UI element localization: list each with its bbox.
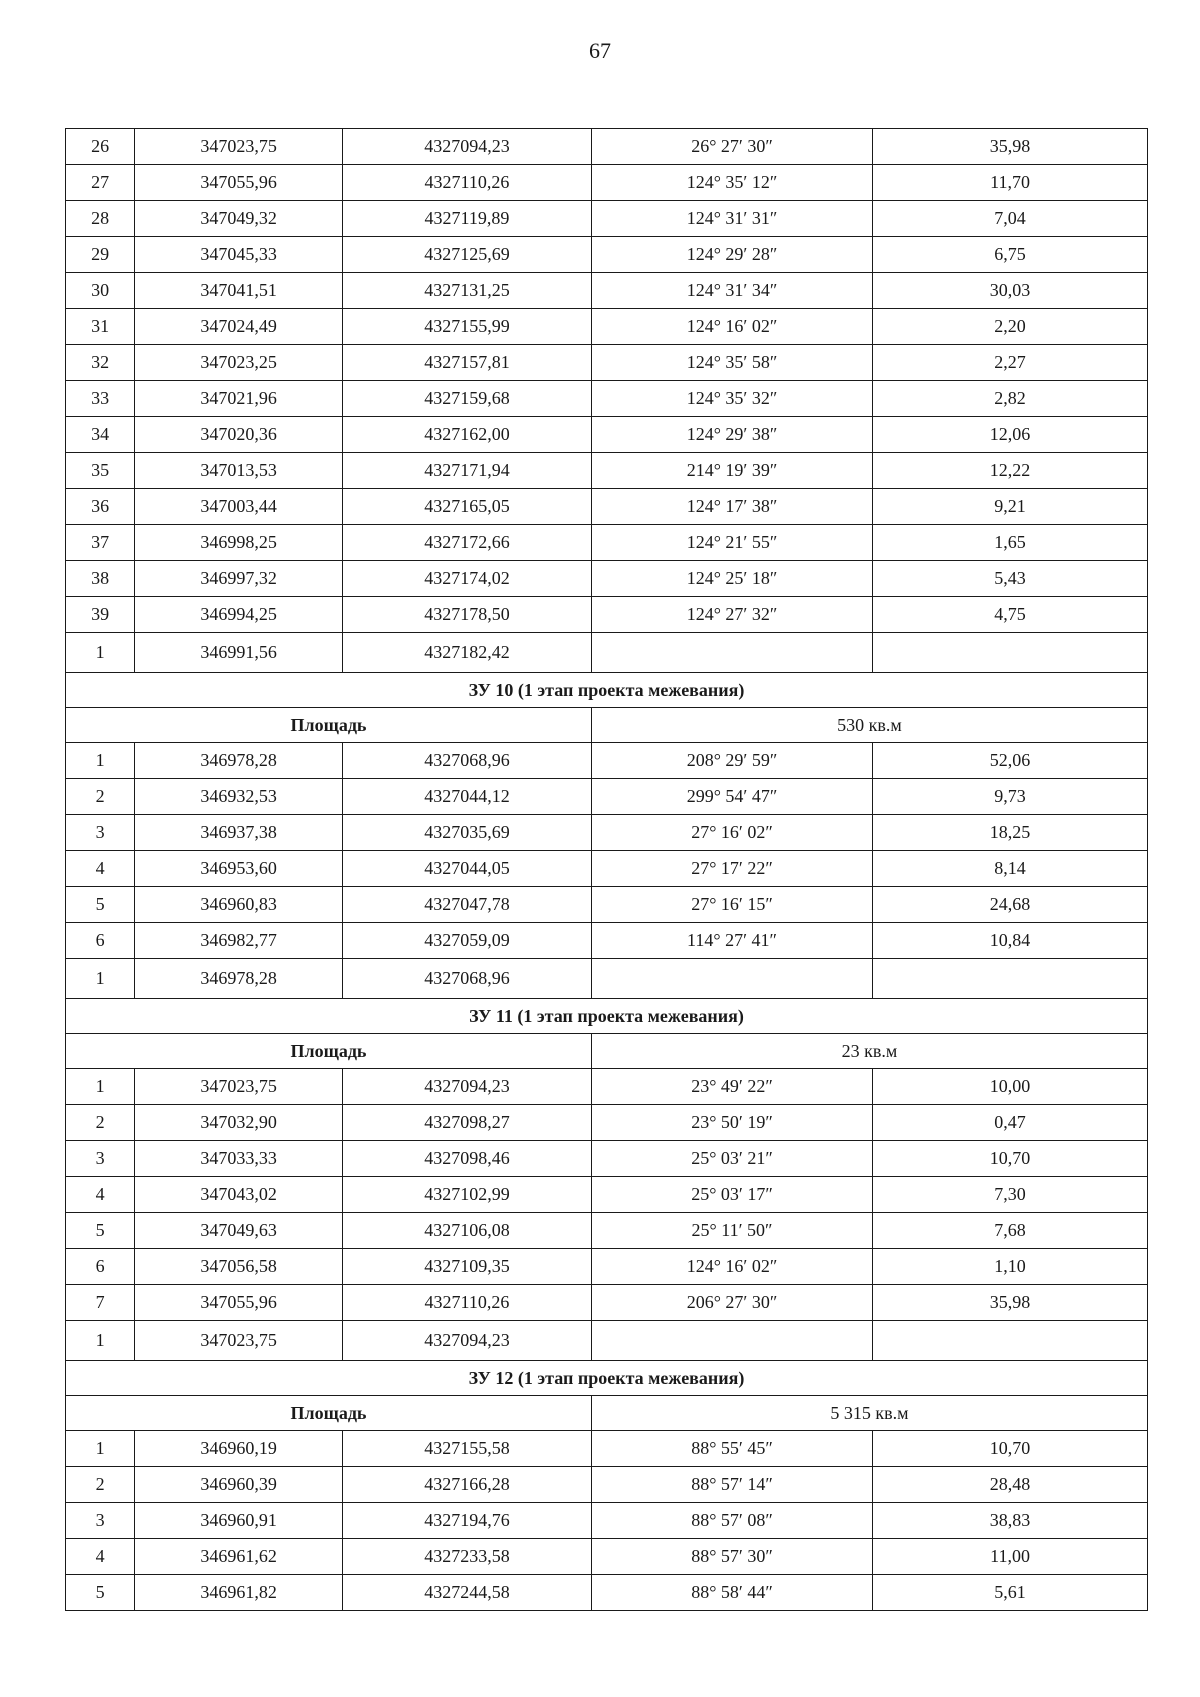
x-coordinate-cell: 346978,28 (135, 743, 343, 779)
distance-cell (873, 959, 1148, 999)
y-coordinate-cell: 4327106,08 (342, 1213, 591, 1249)
y-coordinate-cell: 4327233,58 (342, 1539, 591, 1575)
direction-angle-cell: 25° 03′ 21″ (592, 1141, 873, 1177)
direction-angle-cell: 299° 54′ 47″ (592, 779, 873, 815)
table-row (66, 1467, 1148, 1503)
point-number-cell: 6 (66, 1249, 135, 1285)
point-number-cell: 1 (66, 1431, 135, 1467)
x-coordinate-cell: 346961,82 (135, 1575, 343, 1611)
x-coordinate-cell: 347055,96 (135, 165, 343, 201)
table-row (66, 1539, 1148, 1575)
table-row (66, 201, 1148, 237)
y-coordinate-cell: 4327102,99 (342, 1177, 591, 1213)
x-coordinate-cell: 347003,44 (135, 489, 343, 525)
y-coordinate-cell: 4327182,42 (342, 633, 591, 673)
zone-title: ЗУ 10 (1 этап проекта межевания) (66, 673, 1148, 708)
distance-cell: 5,61 (873, 1575, 1148, 1611)
point-number-cell: 5 (66, 887, 135, 923)
y-coordinate-cell: 4327165,05 (342, 489, 591, 525)
point-number-cell: 5 (66, 1213, 135, 1249)
distance-cell: 11,70 (873, 165, 1148, 201)
direction-angle-cell: 88° 55′ 45″ (592, 1431, 873, 1467)
y-coordinate-cell: 4327068,96 (342, 743, 591, 779)
table-row (66, 129, 1148, 165)
x-coordinate-cell: 346960,39 (135, 1467, 343, 1503)
area-label: Площадь (66, 1034, 592, 1069)
table-row (66, 237, 1148, 273)
point-number-cell: 5 (66, 1575, 135, 1611)
distance-cell: 1,65 (873, 525, 1148, 561)
table-row (66, 417, 1148, 453)
point-number-cell: 26 (66, 129, 135, 165)
point-number-cell: 28 (66, 201, 135, 237)
table-row (66, 1431, 1148, 1467)
table-row (66, 165, 1148, 201)
area-value: 23 кв.м (592, 1034, 1148, 1069)
closing-row (66, 959, 1148, 999)
point-number-cell: 2 (66, 1467, 135, 1503)
direction-angle-cell: 208° 29′ 59″ (592, 743, 873, 779)
y-coordinate-cell: 4327098,46 (342, 1141, 591, 1177)
y-coordinate-cell: 4327166,28 (342, 1467, 591, 1503)
direction-angle-cell: 124° 31′ 34″ (592, 273, 873, 309)
point-number-cell: 31 (66, 309, 135, 345)
y-coordinate-cell: 4327035,69 (342, 815, 591, 851)
table-row (66, 1177, 1148, 1213)
point-number-cell: 32 (66, 345, 135, 381)
y-coordinate-cell: 4327044,12 (342, 779, 591, 815)
direction-angle-cell (592, 633, 873, 673)
distance-cell: 10,70 (873, 1431, 1148, 1467)
y-coordinate-cell: 4327162,00 (342, 417, 591, 453)
zone-header-row (66, 673, 1148, 708)
y-coordinate-cell: 4327047,78 (342, 887, 591, 923)
direction-angle-cell: 88° 57′ 14″ (592, 1467, 873, 1503)
distance-cell: 7,68 (873, 1213, 1148, 1249)
x-coordinate-cell: 346953,60 (135, 851, 343, 887)
direction-angle-cell: 23° 49′ 22″ (592, 1069, 873, 1105)
point-number-cell: 1 (66, 1069, 135, 1105)
point-number-cell: 1 (66, 1321, 135, 1361)
direction-angle-cell: 124° 17′ 38″ (592, 489, 873, 525)
x-coordinate-cell: 346982,77 (135, 923, 343, 959)
distance-cell: 7,04 (873, 201, 1148, 237)
x-coordinate-cell: 347013,53 (135, 453, 343, 489)
distance-cell: 35,98 (873, 129, 1148, 165)
x-coordinate-cell: 347041,51 (135, 273, 343, 309)
x-coordinate-cell: 347033,33 (135, 1141, 343, 1177)
distance-cell: 5,43 (873, 561, 1148, 597)
table-row (66, 309, 1148, 345)
point-number-cell: 3 (66, 815, 135, 851)
distance-cell: 1,10 (873, 1249, 1148, 1285)
area-value: 5 315 кв.м (592, 1396, 1148, 1431)
y-coordinate-cell: 4327059,09 (342, 923, 591, 959)
table-row (66, 1575, 1148, 1611)
distance-cell: 7,30 (873, 1177, 1148, 1213)
y-coordinate-cell: 4327110,26 (342, 1285, 591, 1321)
direction-angle-cell: 124° 35′ 32″ (592, 381, 873, 417)
point-number-cell: 2 (66, 1105, 135, 1141)
table-row (66, 453, 1148, 489)
table-row (66, 1249, 1148, 1285)
direction-angle-cell: 124° 29′ 28″ (592, 237, 873, 273)
coordinates-table-body (66, 129, 1148, 1611)
area-row (66, 1034, 1148, 1069)
area-label: Площадь (66, 708, 592, 743)
point-number-cell: 3 (66, 1141, 135, 1177)
table-row (66, 815, 1148, 851)
x-coordinate-cell: 346994,25 (135, 597, 343, 633)
distance-cell: 18,25 (873, 815, 1148, 851)
y-coordinate-cell: 4327244,58 (342, 1575, 591, 1611)
coordinates-table (65, 128, 1148, 1611)
distance-cell: 0,47 (873, 1105, 1148, 1141)
distance-cell: 10,00 (873, 1069, 1148, 1105)
direction-angle-cell: 114° 27′ 41″ (592, 923, 873, 959)
point-number-cell: 4 (66, 1539, 135, 1575)
direction-angle-cell: 27° 16′ 02″ (592, 815, 873, 851)
point-number-cell: 1 (66, 743, 135, 779)
closing-row (66, 633, 1148, 673)
table-row (66, 381, 1148, 417)
point-number-cell: 4 (66, 851, 135, 887)
distance-cell: 11,00 (873, 1539, 1148, 1575)
direction-angle-cell: 124° 16′ 02″ (592, 1249, 873, 1285)
distance-cell: 35,98 (873, 1285, 1148, 1321)
direction-angle-cell: 214° 19′ 39″ (592, 453, 873, 489)
y-coordinate-cell: 4327131,25 (342, 273, 591, 309)
direction-angle-cell (592, 959, 873, 999)
point-number-cell: 2 (66, 779, 135, 815)
point-number-cell: 33 (66, 381, 135, 417)
distance-cell (873, 633, 1148, 673)
table-row (66, 1141, 1148, 1177)
direction-angle-cell: 124° 35′ 58″ (592, 345, 873, 381)
area-row (66, 708, 1148, 743)
direction-angle-cell: 124° 29′ 38″ (592, 417, 873, 453)
x-coordinate-cell: 347049,32 (135, 201, 343, 237)
distance-cell: 12,06 (873, 417, 1148, 453)
direction-angle-cell: 124° 27′ 32″ (592, 597, 873, 633)
direction-angle-cell: 124° 21′ 55″ (592, 525, 873, 561)
table-row (66, 887, 1148, 923)
distance-cell: 8,14 (873, 851, 1148, 887)
direction-angle-cell: 88° 58′ 44″ (592, 1575, 873, 1611)
x-coordinate-cell: 346991,56 (135, 633, 343, 673)
table-row (66, 923, 1148, 959)
point-number-cell: 7 (66, 1285, 135, 1321)
y-coordinate-cell: 4327068,96 (342, 959, 591, 999)
direction-angle-cell: 25° 11′ 50″ (592, 1213, 873, 1249)
x-coordinate-cell: 347020,36 (135, 417, 343, 453)
x-coordinate-cell: 346960,83 (135, 887, 343, 923)
distance-cell: 10,84 (873, 923, 1148, 959)
zone-title: ЗУ 12 (1 этап проекта межевания) (66, 1361, 1148, 1396)
distance-cell: 6,75 (873, 237, 1148, 273)
distance-cell: 2,27 (873, 345, 1148, 381)
point-number-cell: 34 (66, 417, 135, 453)
y-coordinate-cell: 4327094,23 (342, 129, 591, 165)
page-number: 67 (589, 38, 611, 63)
distance-cell: 12,22 (873, 453, 1148, 489)
distance-cell: 24,68 (873, 887, 1148, 923)
point-number-cell: 29 (66, 237, 135, 273)
y-coordinate-cell: 4327159,68 (342, 381, 591, 417)
direction-angle-cell: 88° 57′ 08″ (592, 1503, 873, 1539)
table-row (66, 525, 1148, 561)
point-number-cell: 30 (66, 273, 135, 309)
point-number-cell: 3 (66, 1503, 135, 1539)
direction-angle-cell: 124° 35′ 12″ (592, 165, 873, 201)
x-coordinate-cell: 346997,32 (135, 561, 343, 597)
distance-cell: 2,20 (873, 309, 1148, 345)
x-coordinate-cell: 347023,75 (135, 129, 343, 165)
x-coordinate-cell: 347023,25 (135, 345, 343, 381)
x-coordinate-cell: 347043,02 (135, 1177, 343, 1213)
table-row (66, 561, 1148, 597)
x-coordinate-cell: 346932,53 (135, 779, 343, 815)
point-number-cell: 38 (66, 561, 135, 597)
y-coordinate-cell: 4327109,35 (342, 1249, 591, 1285)
table-row (66, 851, 1148, 887)
distance-cell: 38,83 (873, 1503, 1148, 1539)
x-coordinate-cell: 347056,58 (135, 1249, 343, 1285)
x-coordinate-cell: 347023,75 (135, 1069, 343, 1105)
y-coordinate-cell: 4327119,89 (342, 201, 591, 237)
point-number-cell: 37 (66, 525, 135, 561)
table-row (66, 779, 1148, 815)
table-row (66, 597, 1148, 633)
zone-header-row (66, 1361, 1148, 1396)
table-row (66, 273, 1148, 309)
y-coordinate-cell: 4327110,26 (342, 165, 591, 201)
distance-cell: 52,06 (873, 743, 1148, 779)
direction-angle-cell: 27° 16′ 15″ (592, 887, 873, 923)
direction-angle-cell: 25° 03′ 17″ (592, 1177, 873, 1213)
distance-cell: 28,48 (873, 1467, 1148, 1503)
y-coordinate-cell: 4327044,05 (342, 851, 591, 887)
point-number-cell: 39 (66, 597, 135, 633)
direction-angle-cell: 124° 25′ 18″ (592, 561, 873, 597)
point-number-cell: 4 (66, 1177, 135, 1213)
distance-cell: 2,82 (873, 381, 1148, 417)
direction-angle-cell: 124° 31′ 31″ (592, 201, 873, 237)
distance-cell: 9,73 (873, 779, 1148, 815)
y-coordinate-cell: 4327094,23 (342, 1321, 591, 1361)
x-coordinate-cell: 347032,90 (135, 1105, 343, 1141)
x-coordinate-cell: 346960,91 (135, 1503, 343, 1539)
zone-title: ЗУ 11 (1 этап проекта межевания) (66, 999, 1148, 1034)
point-number-cell: 27 (66, 165, 135, 201)
direction-angle-cell: 88° 57′ 30″ (592, 1539, 873, 1575)
point-number-cell: 35 (66, 453, 135, 489)
x-coordinate-cell: 347024,49 (135, 309, 343, 345)
y-coordinate-cell: 4327094,23 (342, 1069, 591, 1105)
y-coordinate-cell: 4327098,27 (342, 1105, 591, 1141)
y-coordinate-cell: 4327157,81 (342, 345, 591, 381)
area-value: 530 кв.м (592, 708, 1148, 743)
y-coordinate-cell: 4327194,76 (342, 1503, 591, 1539)
y-coordinate-cell: 4327174,02 (342, 561, 591, 597)
direction-angle-cell: 124° 16′ 02″ (592, 309, 873, 345)
point-number-cell: 36 (66, 489, 135, 525)
y-coordinate-cell: 4327155,58 (342, 1431, 591, 1467)
zone-header-row (66, 999, 1148, 1034)
distance-cell (873, 1321, 1148, 1361)
y-coordinate-cell: 4327155,99 (342, 309, 591, 345)
x-coordinate-cell: 347055,96 (135, 1285, 343, 1321)
distance-cell: 9,21 (873, 489, 1148, 525)
x-coordinate-cell: 347049,63 (135, 1213, 343, 1249)
point-number-cell: 6 (66, 923, 135, 959)
table-row (66, 1213, 1148, 1249)
area-label: Площадь (66, 1396, 592, 1431)
y-coordinate-cell: 4327125,69 (342, 237, 591, 273)
direction-angle-cell (592, 1321, 873, 1361)
point-number-cell: 1 (66, 633, 135, 673)
x-coordinate-cell: 347023,75 (135, 1321, 343, 1361)
table-row (66, 345, 1148, 381)
x-coordinate-cell: 346960,19 (135, 1431, 343, 1467)
y-coordinate-cell: 4327171,94 (342, 453, 591, 489)
distance-cell: 4,75 (873, 597, 1148, 633)
point-number-cell: 1 (66, 959, 135, 999)
table-row (66, 743, 1148, 779)
table-row (66, 1069, 1148, 1105)
distance-cell: 30,03 (873, 273, 1148, 309)
x-coordinate-cell: 346937,38 (135, 815, 343, 851)
closing-row (66, 1321, 1148, 1361)
direction-angle-cell: 26° 27′ 30″ (592, 129, 873, 165)
x-coordinate-cell: 346961,62 (135, 1539, 343, 1575)
y-coordinate-cell: 4327172,66 (342, 525, 591, 561)
x-coordinate-cell: 346998,25 (135, 525, 343, 561)
x-coordinate-cell: 347045,33 (135, 237, 343, 273)
table-row (66, 1105, 1148, 1141)
x-coordinate-cell: 347021,96 (135, 381, 343, 417)
table-row (66, 489, 1148, 525)
area-row (66, 1396, 1148, 1431)
direction-angle-cell: 206° 27′ 30″ (592, 1285, 873, 1321)
y-coordinate-cell: 4327178,50 (342, 597, 591, 633)
table-row (66, 1503, 1148, 1539)
direction-angle-cell: 23° 50′ 19″ (592, 1105, 873, 1141)
direction-angle-cell: 27° 17′ 22″ (592, 851, 873, 887)
distance-cell: 10,70 (873, 1141, 1148, 1177)
table-row (66, 1285, 1148, 1321)
x-coordinate-cell: 346978,28 (135, 959, 343, 999)
